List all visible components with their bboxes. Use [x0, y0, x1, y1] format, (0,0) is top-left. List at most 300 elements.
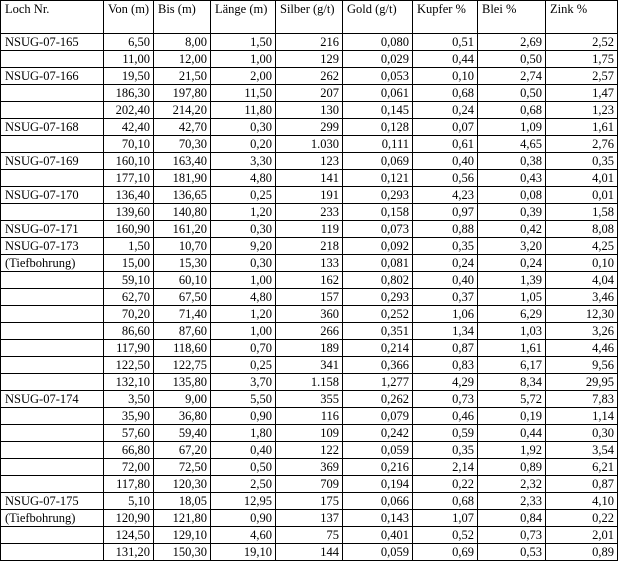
cell-loch-nr — [1, 289, 104, 306]
header-loch-nr: Loch Nr. — [1, 1, 104, 34]
cell-silber: 109 — [276, 425, 343, 442]
header-silber: Silber (g/t) — [276, 1, 343, 34]
cell-gold: 0,073 — [343, 221, 413, 238]
cell-loch-nr — [1, 85, 104, 102]
cell-laenge: 1,20 — [211, 204, 276, 221]
cell-laenge: 1,00 — [211, 272, 276, 289]
cell-blei: 3,20 — [478, 238, 546, 255]
table-row — [1, 476, 618, 493]
cell-silber: 341 — [276, 357, 343, 374]
cell-von: 35,90 — [104, 408, 154, 425]
table-row — [1, 306, 618, 323]
header-von: Von (m) — [104, 1, 154, 34]
cell-blei: 1,39 — [478, 272, 546, 289]
cell-von: 59,10 — [104, 272, 154, 289]
cell-zink: 2,57 — [546, 68, 618, 85]
cell-gold: 0,194 — [343, 476, 413, 493]
cell-kupfer: 2,14 — [413, 459, 478, 476]
cell-blei: 4,65 — [478, 136, 546, 153]
cell-blei: 0,42 — [478, 221, 546, 238]
table-row — [1, 85, 618, 102]
cell-blei: 0,53 — [478, 544, 546, 561]
table-row — [1, 153, 618, 170]
cell-laenge: 0,20 — [211, 136, 276, 153]
cell-laenge: 0,90 — [211, 510, 276, 527]
cell-loch-nr — [1, 323, 104, 340]
cell-blei: 0,89 — [478, 459, 546, 476]
cell-laenge: 4,60 — [211, 527, 276, 544]
cell-loch-nr: NSUG-07-170 — [1, 187, 104, 204]
cell-von: 160,90 — [104, 221, 154, 238]
cell-zink: 3,46 — [546, 289, 618, 306]
header-kupfer: Kupfer % — [413, 1, 478, 34]
cell-zink: 4,46 — [546, 340, 618, 357]
cell-silber: 137 — [276, 510, 343, 527]
cell-silber: 216 — [276, 34, 343, 51]
cell-bis: 21,50 — [154, 68, 211, 85]
cell-laenge: 4,80 — [211, 170, 276, 187]
cell-zink: 0,01 — [546, 187, 618, 204]
table-row — [1, 272, 618, 289]
cell-loch-nr — [1, 136, 104, 153]
cell-silber: 189 — [276, 340, 343, 357]
cell-zink: 1,14 — [546, 408, 618, 425]
table-row — [1, 51, 618, 68]
cell-von: 1,50 — [104, 238, 154, 255]
cell-kupfer: 0,35 — [413, 238, 478, 255]
cell-gold: 0,293 — [343, 187, 413, 204]
cell-zink: 4,10 — [546, 493, 618, 510]
cell-gold: 0,081 — [343, 255, 413, 272]
cell-loch-nr: NSUG-07-171 — [1, 221, 104, 238]
cell-loch-nr: NSUG-07-166 — [1, 68, 104, 85]
table-header-row — [1, 1, 618, 34]
cell-gold: 0,121 — [343, 170, 413, 187]
table-row — [1, 204, 618, 221]
cell-gold: 0,293 — [343, 289, 413, 306]
cell-laenge: 1,80 — [211, 425, 276, 442]
header-blei: Blei % — [478, 1, 546, 34]
cell-kupfer: 1,06 — [413, 306, 478, 323]
cell-bis: 12,00 — [154, 51, 211, 68]
cell-loch-nr: NSUG-07-165 — [1, 34, 104, 51]
cell-bis: 120,30 — [154, 476, 211, 493]
cell-zink: 1,23 — [546, 102, 618, 119]
cell-laenge: 19,10 — [211, 544, 276, 561]
cell-bis: 10,70 — [154, 238, 211, 255]
cell-von: 70,20 — [104, 306, 154, 323]
table-row — [1, 425, 618, 442]
cell-gold: 0,092 — [343, 238, 413, 255]
cell-laenge: 4,80 — [211, 289, 276, 306]
cell-silber: 144 — [276, 544, 343, 561]
cell-loch-nr: (Tiefbohrung) — [1, 255, 104, 272]
cell-bis: 42,70 — [154, 119, 211, 136]
cell-bis: 161,20 — [154, 221, 211, 238]
header-laenge: Länge (m) — [211, 1, 276, 34]
cell-blei: 6,17 — [478, 357, 546, 374]
cell-zink: 0,30 — [546, 425, 618, 442]
cell-gold: 0,059 — [343, 442, 413, 459]
cell-gold: 0,252 — [343, 306, 413, 323]
cell-silber: 299 — [276, 119, 343, 136]
cell-gold: 0,802 — [343, 272, 413, 289]
cell-bis: 87,60 — [154, 323, 211, 340]
cell-zink: 6,21 — [546, 459, 618, 476]
cell-silber: 709 — [276, 476, 343, 493]
cell-silber: 207 — [276, 85, 343, 102]
cell-kupfer: 1,07 — [413, 510, 478, 527]
header-bis: Bis (m) — [154, 1, 211, 34]
cell-blei: 6,29 — [478, 306, 546, 323]
cell-laenge: 5,50 — [211, 391, 276, 408]
cell-von: 42,40 — [104, 119, 154, 136]
cell-silber: 369 — [276, 459, 343, 476]
table-row — [1, 408, 618, 425]
cell-kupfer: 0,52 — [413, 527, 478, 544]
cell-kupfer: 0,37 — [413, 289, 478, 306]
cell-loch-nr — [1, 425, 104, 442]
cell-von: 3,50 — [104, 391, 154, 408]
cell-blei: 0,44 — [478, 425, 546, 442]
cell-von: 120,90 — [104, 510, 154, 527]
cell-bis: 72,50 — [154, 459, 211, 476]
cell-bis: 197,80 — [154, 85, 211, 102]
cell-laenge: 0,40 — [211, 442, 276, 459]
cell-von: 132,10 — [104, 374, 154, 391]
table-row — [1, 102, 618, 119]
cell-zink: 4,01 — [546, 170, 618, 187]
cell-kupfer: 0,44 — [413, 51, 478, 68]
cell-silber: 191 — [276, 187, 343, 204]
table-row — [1, 289, 618, 306]
cell-laenge: 2,50 — [211, 476, 276, 493]
cell-von: 131,20 — [104, 544, 154, 561]
cell-von: 177,10 — [104, 170, 154, 187]
cell-laenge: 0,30 — [211, 255, 276, 272]
cell-bis: 59,40 — [154, 425, 211, 442]
cell-zink: 2,76 — [546, 136, 618, 153]
table-row — [1, 493, 618, 510]
cell-loch-nr — [1, 408, 104, 425]
cell-silber: 262 — [276, 68, 343, 85]
cell-loch-nr: NSUG-07-175 — [1, 493, 104, 510]
cell-bis: 136,65 — [154, 187, 211, 204]
cell-loch-nr: (Tiefbohrung) — [1, 510, 104, 527]
cell-kupfer: 0,83 — [413, 357, 478, 374]
cell-kupfer: 0,88 — [413, 221, 478, 238]
cell-gold: 0,029 — [343, 51, 413, 68]
cell-blei: 0,43 — [478, 170, 546, 187]
cell-gold: 0,053 — [343, 68, 413, 85]
cell-von: 139,60 — [104, 204, 154, 221]
table-row — [1, 391, 618, 408]
cell-bis: 8,00 — [154, 34, 211, 51]
cell-loch-nr — [1, 459, 104, 476]
cell-zink: 29,95 — [546, 374, 618, 391]
cell-gold: 0,066 — [343, 493, 413, 510]
cell-von: 11,00 — [104, 51, 154, 68]
cell-blei: 5,72 — [478, 391, 546, 408]
cell-bis: 36,80 — [154, 408, 211, 425]
cell-bis: 118,60 — [154, 340, 211, 357]
cell-gold: 0,145 — [343, 102, 413, 119]
cell-zink: 7,83 — [546, 391, 618, 408]
cell-zink: 8,08 — [546, 221, 618, 238]
cell-zink: 9,56 — [546, 357, 618, 374]
cell-blei: 1,03 — [478, 323, 546, 340]
cell-von: 122,50 — [104, 357, 154, 374]
cell-blei: 0,39 — [478, 204, 546, 221]
cell-laenge: 0,25 — [211, 187, 276, 204]
cell-gold: 0,059 — [343, 544, 413, 561]
cell-von: 5,10 — [104, 493, 154, 510]
cell-silber: 233 — [276, 204, 343, 221]
cell-kupfer: 0,87 — [413, 340, 478, 357]
cell-bis: 67,50 — [154, 289, 211, 306]
cell-laenge: 0,90 — [211, 408, 276, 425]
cell-silber: 123 — [276, 153, 343, 170]
table-row — [1, 340, 618, 357]
cell-silber: 119 — [276, 221, 343, 238]
cell-kupfer: 0,35 — [413, 442, 478, 459]
cell-von: 202,40 — [104, 102, 154, 119]
cell-zink: 0,89 — [546, 544, 618, 561]
cell-gold: 0,069 — [343, 153, 413, 170]
cell-loch-nr — [1, 374, 104, 391]
cell-blei: 0,68 — [478, 102, 546, 119]
cell-silber: 1.158 — [276, 374, 343, 391]
cell-blei: 0,19 — [478, 408, 546, 425]
cell-bis: 70,30 — [154, 136, 211, 153]
cell-von: 72,00 — [104, 459, 154, 476]
cell-blei: 2,74 — [478, 68, 546, 85]
table-row — [1, 238, 618, 255]
cell-loch-nr — [1, 306, 104, 323]
table-row — [1, 187, 618, 204]
cell-zink: 0,87 — [546, 476, 618, 493]
cell-von: 66,80 — [104, 442, 154, 459]
cell-bis: 121,80 — [154, 510, 211, 527]
cell-gold: 0,111 — [343, 136, 413, 153]
cell-silber: 129 — [276, 51, 343, 68]
cell-silber: 133 — [276, 255, 343, 272]
cell-von: 19,50 — [104, 68, 154, 85]
cell-loch-nr — [1, 357, 104, 374]
cell-laenge: 1,20 — [211, 306, 276, 323]
cell-loch-nr — [1, 102, 104, 119]
cell-von: 70,10 — [104, 136, 154, 153]
cell-silber: 122 — [276, 442, 343, 459]
cell-zink: 1,47 — [546, 85, 618, 102]
cell-laenge: 0,50 — [211, 459, 276, 476]
cell-silber: 218 — [276, 238, 343, 255]
cell-von: 117,80 — [104, 476, 154, 493]
cell-von: 136,40 — [104, 187, 154, 204]
cell-loch-nr — [1, 476, 104, 493]
cell-gold: 0,216 — [343, 459, 413, 476]
table-row — [1, 374, 618, 391]
cell-loch-nr: NSUG-07-169 — [1, 153, 104, 170]
cell-blei: 1,09 — [478, 119, 546, 136]
cell-laenge: 1,50 — [211, 34, 276, 51]
cell-laenge: 2,00 — [211, 68, 276, 85]
cell-loch-nr: NSUG-07-173 — [1, 238, 104, 255]
cell-bis: 129,10 — [154, 527, 211, 544]
cell-loch-nr — [1, 51, 104, 68]
table-row — [1, 68, 618, 85]
cell-gold: 0,158 — [343, 204, 413, 221]
cell-bis: 122,75 — [154, 357, 211, 374]
cell-kupfer: 1,34 — [413, 323, 478, 340]
cell-bis: 140,80 — [154, 204, 211, 221]
cell-bis: 150,30 — [154, 544, 211, 561]
cell-kupfer: 0,69 — [413, 544, 478, 561]
cell-blei: 0,73 — [478, 527, 546, 544]
cell-zink: 12,30 — [546, 306, 618, 323]
cell-blei: 0,38 — [478, 153, 546, 170]
cell-blei: 0,50 — [478, 85, 546, 102]
cell-blei: 1,92 — [478, 442, 546, 459]
table-body — [1, 34, 618, 561]
cell-zink: 1,58 — [546, 204, 618, 221]
cell-loch-nr — [1, 527, 104, 544]
cell-blei: 0,84 — [478, 510, 546, 527]
cell-blei: 2,32 — [478, 476, 546, 493]
cell-bis: 18,05 — [154, 493, 211, 510]
cell-laenge: 0,30 — [211, 221, 276, 238]
cell-gold: 0,128 — [343, 119, 413, 136]
cell-blei: 2,33 — [478, 493, 546, 510]
table-row — [1, 34, 618, 51]
cell-laenge: 1,00 — [211, 323, 276, 340]
cell-loch-nr — [1, 204, 104, 221]
cell-zink: 3,54 — [546, 442, 618, 459]
cell-loch-nr: NSUG-07-174 — [1, 391, 104, 408]
cell-kupfer: 4,29 — [413, 374, 478, 391]
cell-gold: 0,079 — [343, 408, 413, 425]
cell-gold: 0,242 — [343, 425, 413, 442]
cell-zink: 0,10 — [546, 255, 618, 272]
cell-bis: 181,90 — [154, 170, 211, 187]
cell-von: 57,60 — [104, 425, 154, 442]
cell-von: 86,60 — [104, 323, 154, 340]
cell-von: 124,50 — [104, 527, 154, 544]
cell-silber: 360 — [276, 306, 343, 323]
cell-kupfer: 0,73 — [413, 391, 478, 408]
cell-blei: 0,08 — [478, 187, 546, 204]
cell-zink: 2,52 — [546, 34, 618, 51]
cell-gold: 0,080 — [343, 34, 413, 51]
cell-loch-nr — [1, 272, 104, 289]
cell-blei: 2,69 — [478, 34, 546, 51]
cell-zink: 3,26 — [546, 323, 618, 340]
cell-laenge: 0,70 — [211, 340, 276, 357]
cell-von: 186,30 — [104, 85, 154, 102]
cell-silber: 116 — [276, 408, 343, 425]
cell-gold: 0,214 — [343, 340, 413, 357]
table-row — [1, 119, 618, 136]
cell-gold: 0,401 — [343, 527, 413, 544]
cell-kupfer: 0,10 — [413, 68, 478, 85]
header-zink: Zink % — [546, 1, 618, 34]
cell-silber: 266 — [276, 323, 343, 340]
cell-zink: 0,35 — [546, 153, 618, 170]
table-row — [1, 136, 618, 153]
cell-loch-nr — [1, 442, 104, 459]
cell-von: 15,00 — [104, 255, 154, 272]
cell-gold: 0,143 — [343, 510, 413, 527]
cell-von: 160,10 — [104, 153, 154, 170]
cell-silber: 157 — [276, 289, 343, 306]
cell-blei: 1,61 — [478, 340, 546, 357]
cell-gold: 1,277 — [343, 374, 413, 391]
cell-gold: 0,366 — [343, 357, 413, 374]
cell-kupfer: 0,40 — [413, 272, 478, 289]
cell-silber: 355 — [276, 391, 343, 408]
cell-bis: 71,40 — [154, 306, 211, 323]
header-gold: Gold (g/t) — [343, 1, 413, 34]
cell-gold: 0,061 — [343, 85, 413, 102]
cell-silber: 175 — [276, 493, 343, 510]
cell-silber: 141 — [276, 170, 343, 187]
cell-von: 62,70 — [104, 289, 154, 306]
table-row — [1, 459, 618, 476]
cell-blei: 0,50 — [478, 51, 546, 68]
table-row — [1, 323, 618, 340]
table-row — [1, 221, 618, 238]
cell-loch-nr — [1, 544, 104, 561]
cell-kupfer: 0,68 — [413, 493, 478, 510]
cell-loch-nr — [1, 170, 104, 187]
cell-laenge: 12,95 — [211, 493, 276, 510]
cell-blei: 8,34 — [478, 374, 546, 391]
cell-bis: 214,20 — [154, 102, 211, 119]
cell-laenge: 11,50 — [211, 85, 276, 102]
cell-kupfer: 0,56 — [413, 170, 478, 187]
cell-loch-nr: NSUG-07-168 — [1, 119, 104, 136]
cell-bis: 15,30 — [154, 255, 211, 272]
cell-silber: 162 — [276, 272, 343, 289]
cell-laenge: 0,25 — [211, 357, 276, 374]
cell-laenge: 3,70 — [211, 374, 276, 391]
cell-bis: 60,10 — [154, 272, 211, 289]
table-row — [1, 442, 618, 459]
cell-gold: 0,262 — [343, 391, 413, 408]
cell-kupfer: 0,51 — [413, 34, 478, 51]
cell-silber: 1.030 — [276, 136, 343, 153]
cell-kupfer: 0,97 — [413, 204, 478, 221]
cell-kupfer: 0,59 — [413, 425, 478, 442]
cell-kupfer: 0,07 — [413, 119, 478, 136]
table-row — [1, 544, 618, 561]
cell-kupfer: 0,24 — [413, 255, 478, 272]
cell-zink: 4,25 — [546, 238, 618, 255]
cell-bis: 9,00 — [154, 391, 211, 408]
cell-zink: 1,75 — [546, 51, 618, 68]
cell-laenge: 1,00 — [211, 51, 276, 68]
table-row — [1, 527, 618, 544]
cell-von: 6,50 — [104, 34, 154, 51]
cell-kupfer: 0,22 — [413, 476, 478, 493]
cell-kupfer: 0,40 — [413, 153, 478, 170]
cell-bis: 67,20 — [154, 442, 211, 459]
cell-zink: 2,01 — [546, 527, 618, 544]
table-row — [1, 357, 618, 374]
cell-laenge: 3,30 — [211, 153, 276, 170]
cell-zink: 1,61 — [546, 119, 618, 136]
cell-gold: 0,351 — [343, 323, 413, 340]
